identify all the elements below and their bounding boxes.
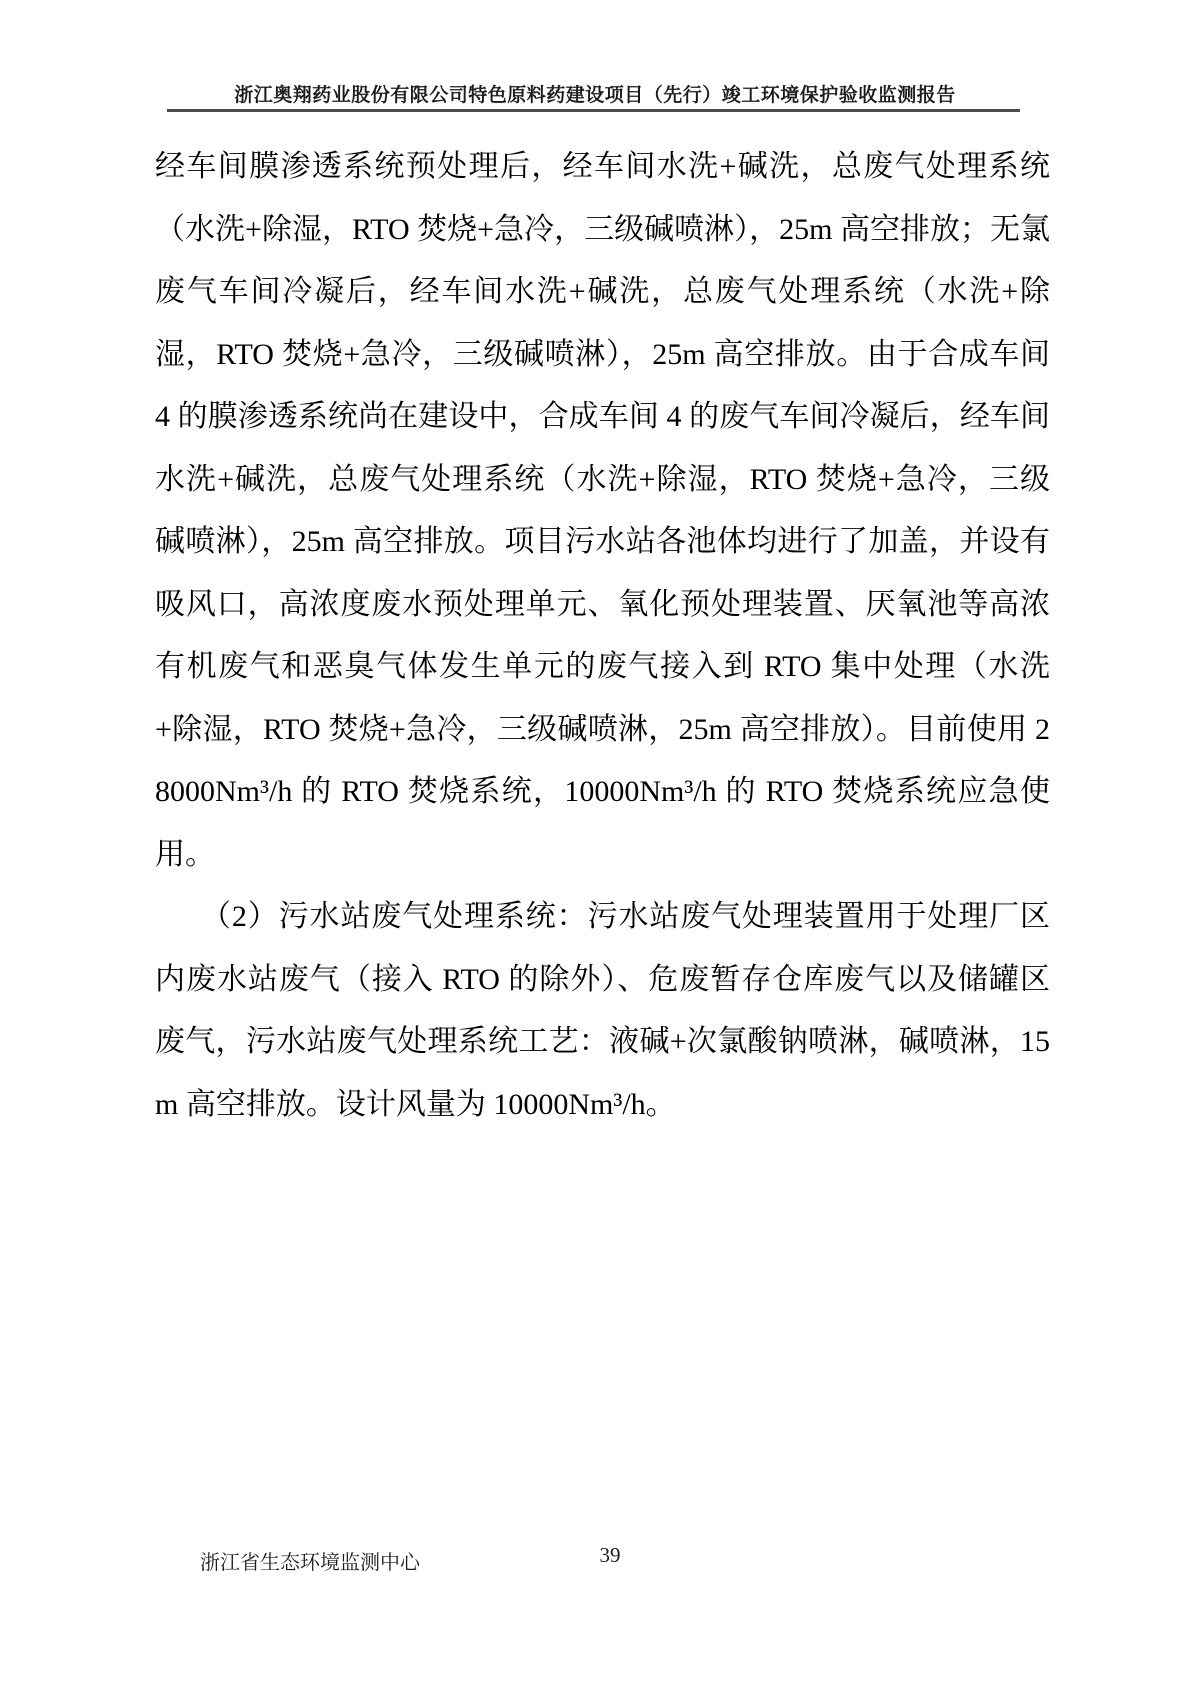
paragraph-waste-gas-treatment: 经车间膜渗透系统预处理后，经车间水洗+碱洗，总废气处理系统（水洗+除湿，RTO 焚烧+急冷，三级碱喷淋），25m 高空排放；无氯废气车间冷凝后，经车间水洗+碱洗，总废气处理系统（水洗+除湿，RTO 焚烧+急冷，三级碱喷淋），25m 高空排放。由于合成车间 4 的膜渗透系统尚在建设中，合成车间 4 的废气车间冷凝后，经车间水洗+碱洗，总废气处理系统（水洗+除湿，RTO 焚烧+急冷，三级碱喷淋），25m 高空排放。项目污水站各池体均进行了加盖，并设有吸风口，高浓度废水预处理单元、氧化预处理装置、厌氧池等高浓有机废气和恶臭气体发生单元的废气接入到 RTO 集中处理（水洗+除湿，RTO 焚烧+急冷，三级碱喷淋，25m 高空排放）。目前使用 28000Nm³/h 的 RTO 焚烧系统，10000Nm³/h 的 RTO 焚烧系统应急使用。 [155, 150, 1050, 871]
footer-page-number: 39 [599, 1543, 621, 1567]
footer-organization: 浙江省生态环境监测中心 [200, 1552, 420, 1574]
body-text [155, 136, 1050, 1136]
header-divider [167, 109, 1020, 112]
paragraph-sewage-station-system: （2）污水站废气处理系统：污水站废气处理装置用于处理厂区内废水站废气（接入 RTO 的除外）、危废暂存仓库废气以及储罐区废气，污水站废气处理系统工艺：液碱+次氯酸钠喷淋，碱喷淋，15m 高空排放。设计风量为 10000Nm³/h。 [155, 900, 1050, 1121]
header-title: 浙江奥翔药业股份有限公司特色原料药建设项目（先行）竣工环境保护验收监测报告 [234, 85, 956, 106]
